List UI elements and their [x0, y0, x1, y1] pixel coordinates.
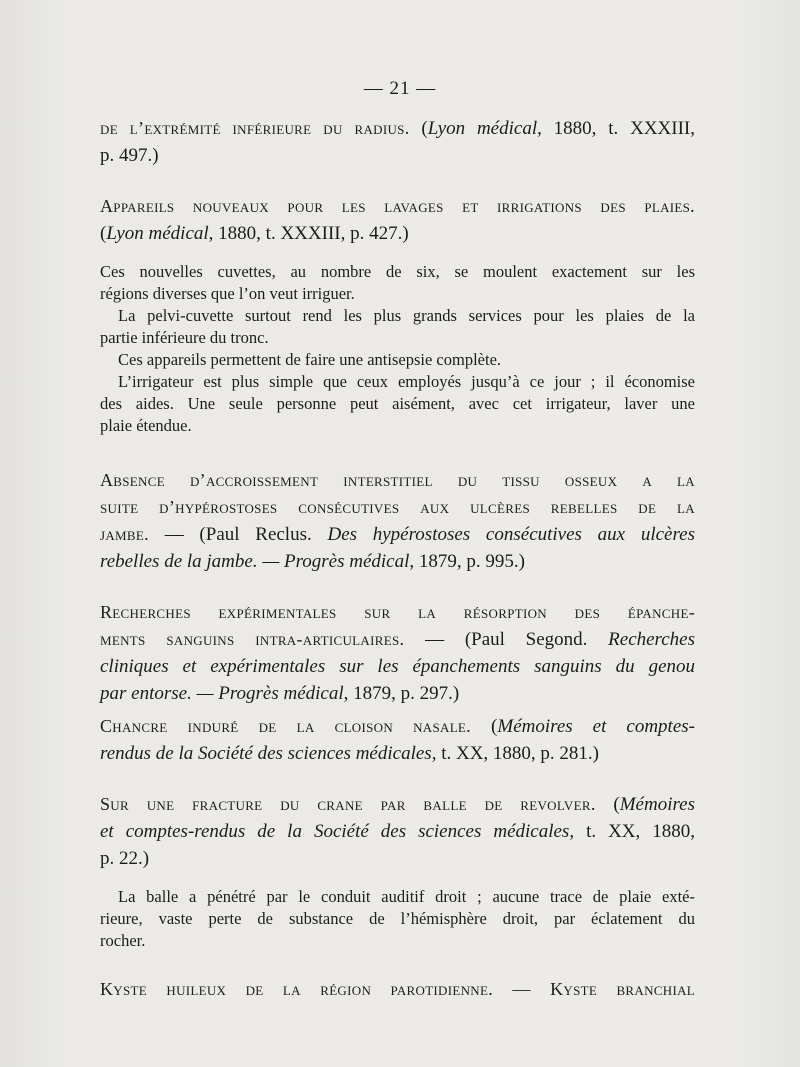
- entry-title-line: Appareils nouveaux pour les lavages et irrigations des plaies.: [100, 196, 695, 216]
- entry-body: [100, 261, 695, 437]
- bibliography-entry: [100, 713, 695, 767]
- body-line: La pelvi-cuvette surtout rend les plus grands services pour les plaies de la: [118, 306, 695, 325]
- body-line: Ces appareils permettent de faire une antisepsie complète.: [118, 350, 502, 369]
- entry-title-line: Kyste huileux de la région parotidienne. — Kyste branchial: [100, 979, 695, 999]
- entry-title-line: et comptes-rendus de la Société des sciences médicales, t. XX, 1880,: [100, 821, 695, 842]
- body-line: L’irrigateur est plus simple que ceux employés jusqu’à ce jour ; il économise: [118, 372, 695, 391]
- bibliography-entry: [100, 193, 695, 437]
- entry-title-line: par entorse. — Progrès médical, 1879, p. 297.): [100, 683, 460, 704]
- bibliography-entry: [100, 976, 695, 1003]
- entry-body: [100, 886, 695, 952]
- entry-title-line: rebelles de la jambe. — Progrès médical, 1879, p. 995.): [100, 551, 525, 572]
- body-line: des aides. Une seule personne peut aisément, avec cet irrigateur, laver une: [100, 394, 695, 413]
- entry-title-line: Absence d’accroissement interstitiel du tissu osseux a la: [100, 470, 695, 490]
- entry-title-line: jambe. — (Paul Reclus. Des hypérostoses consécutives aux ulcères: [100, 524, 695, 545]
- entry-title-line: cliniques et expérimentales sur les épanchements sanguins du genou: [100, 656, 695, 677]
- entry-title-line: ments sanguins intra-articulaires. — (Paul Segond. Recherches: [100, 629, 696, 650]
- entry-title-line: Recherches expérimentales sur la résorption des épanche-: [100, 602, 695, 622]
- entry-title-line: p. 497.): [100, 145, 159, 166]
- entry-title-line: Chancre induré de la cloison nasale. (Mémoires et comptes-: [100, 716, 695, 737]
- page-number: — 21 —: [363, 78, 437, 99]
- entry-title-line: de l’extrémité inférieure du radius. (Lyon médical, 1880, t. XXXIII,: [100, 118, 695, 139]
- bibliography-entry: [100, 467, 695, 575]
- bibliography-entry: [100, 115, 695, 169]
- entry-title-line: (Lyon médical, 1880, t. XXXIII, p. 427.): [100, 223, 409, 244]
- body-line: rieure, vaste perte de substance de l’hémisphère droit, par éclatement du: [100, 909, 695, 928]
- text-column: [100, 115, 695, 1003]
- bibliography-entry: [100, 791, 695, 952]
- body-line: Ces nouvelles cuvettes, au nombre de six, se moulent exactement sur les: [100, 262, 695, 281]
- entry-title-line: suite d’hypérostoses consécutives aux ulcères rebelles de la: [100, 497, 695, 517]
- entry-title-line: p. 22.): [100, 848, 150, 869]
- body-line: rocher.: [100, 931, 146, 950]
- bibliography-entry: [100, 599, 695, 707]
- entry-title-line: Sur une fracture du crane par balle de revolver. (Mémoires: [100, 794, 695, 815]
- body-line: plaie étendue.: [100, 416, 192, 435]
- body-line: partie inférieure du tronc.: [100, 328, 269, 347]
- body-line: régions diverses que l’on veut irriguer.: [100, 284, 355, 303]
- body-line: La balle a pénétré par le conduit auditif droit ; aucune trace de plaie exté-: [118, 887, 695, 906]
- entry-title-line: rendus de la Société des sciences médicales, t. XX, 1880, p. 281.): [100, 743, 599, 764]
